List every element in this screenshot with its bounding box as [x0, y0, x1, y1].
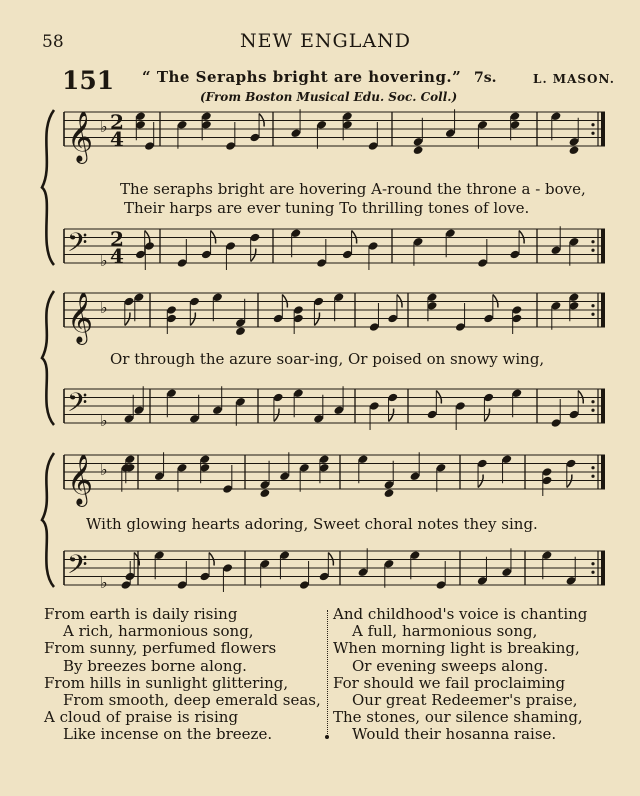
verse-line: From smooth, deep emerald seas,	[63, 691, 321, 710]
repeat-dot	[591, 304, 594, 307]
note-head	[259, 488, 270, 498]
final-bar-thick	[601, 112, 605, 146]
verse-line: Or evening sweeps along.	[352, 656, 549, 675]
verse-line: For should we fail proclaiming	[333, 673, 566, 692]
final-bar-thick	[601, 229, 605, 263]
hymn-meter: 7s.	[474, 70, 497, 86]
verse-line: Like incense on the breeze.	[63, 725, 273, 744]
verse-line: From sunny, perfumed flowers	[44, 639, 277, 658]
repeat-dot	[591, 466, 594, 469]
verse-left	[44, 606, 321, 744]
note-head	[413, 145, 424, 155]
system-brace	[42, 291, 54, 425]
verse-line: The stones, our silence shaming,	[333, 708, 583, 727]
treble-clef: 𝄞	[67, 292, 94, 343]
time-signature-top: 2	[110, 227, 124, 251]
lyric-line-4: With glowing hearts adoring, Sweet choral notes they sing.	[86, 515, 538, 533]
repeat-dot	[591, 132, 594, 135]
hymn-title: “ The Seraphs bright are hovering.”	[142, 68, 462, 86]
hymn-number: 151	[62, 66, 115, 95]
verse-divider	[327, 610, 328, 738]
note-head	[568, 145, 579, 155]
time-signature-top: 2	[110, 110, 124, 134]
note-head	[235, 326, 246, 336]
system-brace	[42, 110, 54, 265]
verse-line: When morning light is breaking,	[333, 639, 580, 658]
repeat-dot	[591, 571, 594, 574]
time-signature-bottom: 4	[110, 127, 124, 151]
final-bar-thick	[601, 455, 605, 489]
verse-line: A cloud of praise is rising	[44, 708, 239, 727]
flat-sign: ♭	[100, 251, 108, 270]
flat-sign: ♭	[100, 298, 108, 317]
repeat-dot	[591, 409, 594, 412]
verse-line: Would their hosanna raise.	[352, 725, 557, 744]
final-bar-thick	[601, 551, 605, 585]
repeat-dot	[591, 562, 594, 565]
note-head	[383, 488, 394, 498]
verse-divider-dot	[325, 735, 329, 739]
bass-clef: 𝄢	[67, 386, 88, 425]
flat-sign: ♭	[100, 460, 108, 479]
treble-clef: 𝄞	[67, 111, 94, 162]
running-title: NEW ENGLAND	[240, 30, 411, 52]
repeat-dot	[591, 313, 594, 316]
verse-line: By breezes borne along.	[63, 656, 247, 675]
lyric-line-1: The seraphs bright are hovering A-round the throne a - bove,	[120, 180, 586, 198]
flat-sign: ♭	[100, 573, 108, 592]
system-brace	[42, 453, 54, 587]
final-bar-thick	[601, 389, 605, 423]
repeat-dot	[591, 123, 594, 126]
verse-line: A full, harmonious song,	[352, 622, 538, 641]
page-number: 58	[42, 32, 64, 52]
treble-clef: 𝄞	[67, 454, 94, 505]
verse-line: And childhood's voice is chanting	[333, 605, 588, 623]
flat-sign: ♭	[100, 411, 108, 430]
verse-right	[333, 606, 587, 744]
final-bar-thick	[601, 293, 605, 327]
repeat-dot	[591, 240, 594, 243]
flat-sign: ♭	[100, 117, 108, 136]
bass-clef: 𝄢	[67, 548, 88, 587]
repeat-dot	[591, 400, 594, 403]
bass-clef: 𝄢	[67, 226, 88, 265]
lyric-line-2: Their harps are ever tuning To thrilling tones of love.	[124, 199, 530, 217]
hymn-composer: L. MASON.	[533, 72, 615, 86]
hymn-source: (From Boston Musical Edu. Soc. Coll.)	[200, 90, 458, 104]
lyric-line-3: Or through the azure soar-ing, Or poised on snowy wing,	[110, 350, 545, 368]
verse-line: From hills in sunlight glittering,	[44, 673, 289, 692]
verse-line: Our great Redeemer's praise,	[352, 691, 578, 710]
verse-line: From earth is daily rising	[44, 605, 238, 623]
repeat-dot	[591, 249, 594, 252]
time-signature-bottom: 4	[110, 244, 124, 268]
repeat-dot	[591, 475, 594, 478]
verse-line: A rich, harmonious song,	[63, 622, 254, 641]
